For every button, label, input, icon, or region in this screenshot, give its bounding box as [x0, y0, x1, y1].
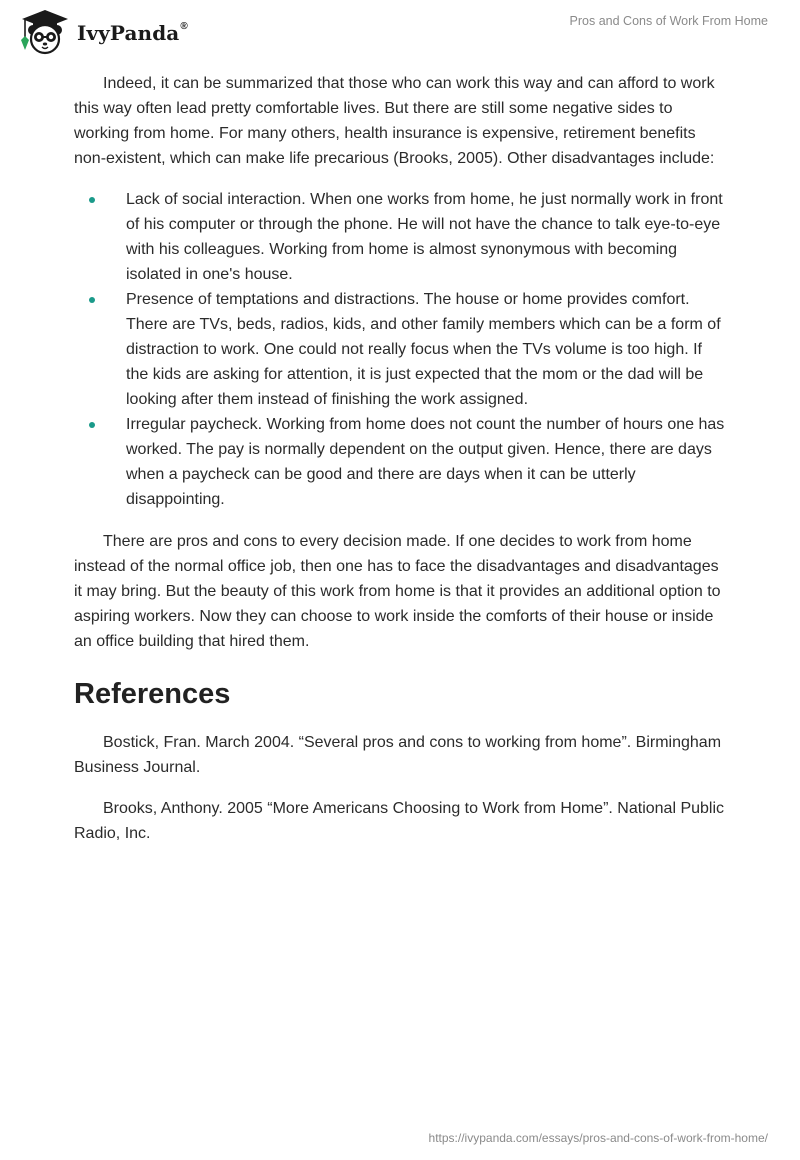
disadvantages-list [74, 187, 726, 512]
source-url-link[interactable]: https://ivypanda.com/essays/pros-and-cons-of-work-from-home/ [428, 1131, 768, 1145]
essay-body [74, 71, 726, 862]
page-title: Pros and Cons of Work From Home [569, 14, 768, 28]
list-item [74, 187, 726, 287]
intro-paragraph: Indeed, it can be summarized that those who can work this way and can afford to work this way often lead pretty comfortable lives. But there are still some negative sides to working from home. For many others, health insurance is expensive, retirement benefits non-existent, which can make life precarious (Brooks, 2005). Other disadvantages include: [74, 75, 715, 167]
reference-entry: Bostick, Fran. March 2004. “Several pros and cons to working from home”. Birmingham Business Journal. [74, 734, 722, 776]
list-item-text: Lack of social interaction. When one works from home, he just normally work in front of his computer or through the phone. He will not have the chance to talk eye-to-eye with his colleagues. Working from home is almost synonymous with becoming isolated in one's house. [126, 191, 723, 283]
references-heading: References [74, 678, 231, 710]
panda-graduate-icon [16, 8, 74, 56]
ivypanda-logo[interactable] [16, 8, 188, 56]
list-item [74, 287, 726, 412]
bullet-icon [89, 422, 95, 428]
page-header [0, 0, 800, 60]
list-item [74, 412, 726, 512]
brand-text: IvyPanda [77, 21, 180, 45]
bullet-icon [89, 297, 95, 303]
list-item-text: Irregular paycheck. Working from home does not count the number of hours one has worked. The pay is normally dependent on the output given. Hence, there are days when a paycheck can be good and there are days when it can be utterly disappointing. [126, 416, 725, 508]
bullet-icon [89, 197, 95, 203]
registered-mark: ® [180, 21, 188, 33]
brand-name [77, 21, 188, 45]
list-item-text: Presence of temptations and distractions. The house or home provides comfort. There are TVs, beds, radios, kids, and other family members which can be a form of distraction to work. One could not really focus when the TVs volume is too high. If the kids are asking for attention, it is just expected that the mom or the dad will be looking after them instead of finishing the work assigned. [126, 291, 721, 408]
reference-entry: Brooks, Anthony. 2005 “More Americans Choosing to Work from Home”. National Public Radio, Inc. [74, 800, 725, 842]
closing-paragraph: There are pros and cons to every decision made. If one decides to work from home instead of the normal office job, then one has to face the disadvantages and disadvantages it may bring. But the beauty of this work from home is that it provides an additional option to aspiring workers. Now they can choose to work inside the comforts of their house or inside an office building that hired them. [74, 533, 721, 650]
